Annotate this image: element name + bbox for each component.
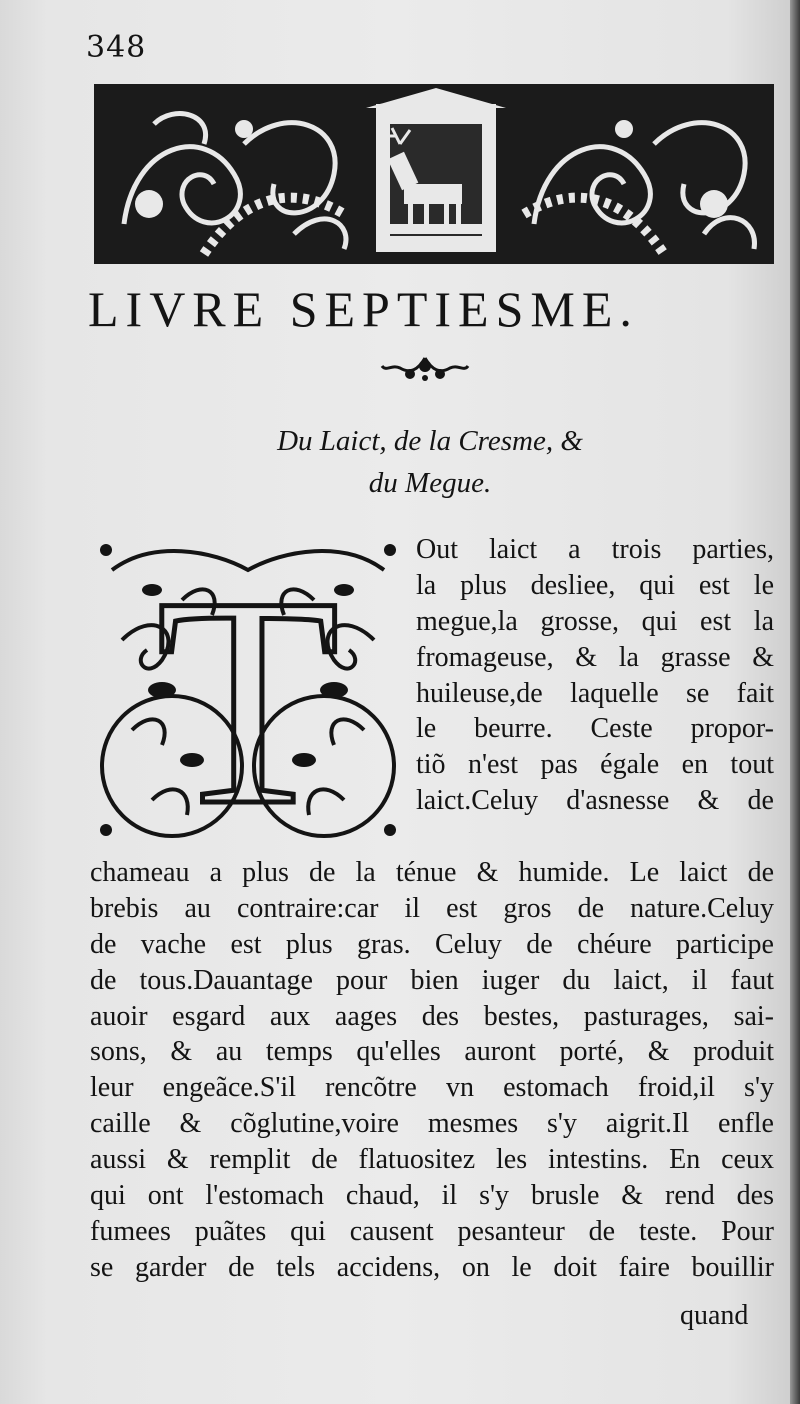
text-line: auoir esgard aux aages des bestes, pasturages, sai- xyxy=(90,1000,774,1032)
text-line: la plus desliee, qui est le xyxy=(416,569,774,601)
text-line: le beurre. Ceste propor- xyxy=(416,713,774,745)
text-line: megue,la grosse, qui est la xyxy=(416,605,774,637)
page-edge-shadow xyxy=(790,0,800,1404)
text-line: laict.Celuy d'asnesse & de xyxy=(416,785,774,817)
chapter-title-line2: du Megue. xyxy=(368,467,492,499)
chapter-title-line1: Du Laict, de la Cresme, & xyxy=(277,425,583,457)
text-line: leur engeãce.S'il rencõtre vn estomach froid,il s'y xyxy=(90,1072,774,1104)
text-line: qui ont l'estomach chaud, il s'y brusle & rend des xyxy=(90,1180,774,1212)
text-line: caille & cõglutine,voire mesmes s'y aigrit.Il enfle xyxy=(90,1108,774,1140)
text-line: chameau a plus de la ténue & humide. Le laict de xyxy=(90,857,774,888)
chapter-title xyxy=(150,420,710,504)
text-line: brebis au contraire:car il est gros de nature.Celuy xyxy=(90,892,774,924)
catchword: quand xyxy=(680,1300,749,1331)
drop-cap-letter: T xyxy=(156,535,340,844)
text-line: Out laict a trois parties, xyxy=(416,534,774,565)
text-line: fumees puãtes qui causent pesanteur de teste. Pour xyxy=(90,1215,774,1247)
page-number: 348 xyxy=(86,30,147,65)
body-text xyxy=(90,855,774,1286)
woodcut-headband xyxy=(94,84,774,264)
text-line: fromageuse, & la grasse & xyxy=(416,641,774,673)
fleuron-ornament xyxy=(380,352,470,382)
text-line: se garder de tels accidens, on le doit faire bouillir xyxy=(90,1251,774,1283)
text-line: huileuse,de laquelle se fait xyxy=(416,677,774,709)
text-line: de tous.Dauantage pour bien iuger du laict, il faut xyxy=(90,964,774,996)
book-title: LIVRE SEPTIESME. xyxy=(88,281,639,337)
drop-cap-ornament xyxy=(92,530,404,844)
text-line: de vache est plus gras. Celuy de chéure participe xyxy=(90,928,774,960)
text-line: tiõ n'est pas égale en tout xyxy=(416,749,774,781)
text-line: sons, & au temps qu'elles auront porté, & produit xyxy=(90,1036,774,1068)
body-text-beside-dropcap xyxy=(416,532,774,819)
text-line: aussi & remplit de flatuositez les intestins. En ceux xyxy=(90,1144,774,1176)
